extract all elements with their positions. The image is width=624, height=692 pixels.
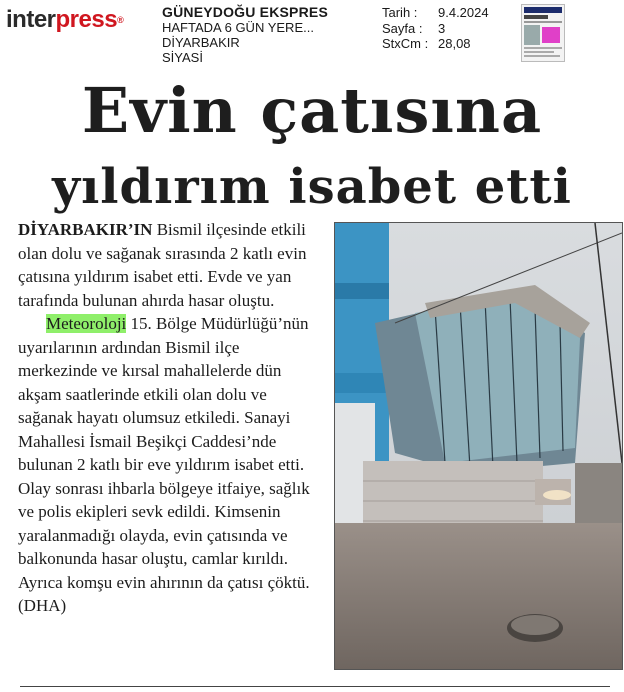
clipping-source-info — [162, 5, 328, 65]
date-value: 9.4.2024 — [438, 5, 489, 20]
headline-line-1: Evin çatısına — [81, 74, 543, 147]
date-label: Tarih : — [382, 5, 418, 20]
page-thumbnail[interactable] — [521, 4, 565, 62]
stxcm-value: 28,08 — [438, 36, 471, 51]
logo-registered-mark: ® — [117, 15, 124, 25]
page-value: 3 — [438, 20, 446, 36]
article-paragraph-2-text: 15. Bölge Müdürlüğü’nün uyarılarının ardından Bismil ilçe merkezinde ve kırsal mahallelerde dün akşam saatlerinde etkili olan dolu ve sağanak hayatı olumsuz etkiledi. Sanayi Mahallesi İsmail Beşikçi Caddesi’nde bulunan 2 katlı bir eve yıldırım isabet etti. Olay sonrası ihbarla bölgeye itfaiye, sağlık ve polis ekipleri sevk edildi. Kimsenin yaralanmadığı olayda, evin çatısında ve balkonunda hasar oluştu, camlar kırıldı. Ayrıca komşu evin ahırının da çatısı çöktü. (DHA) — [18, 314, 310, 615]
logo-text-inter: inter — [6, 6, 56, 33]
page-label: Sayfa : — [382, 20, 423, 36]
publication-frequency: HAFTADA 6 GÜN YERE... — [162, 20, 314, 35]
article-body — [18, 218, 318, 618]
publication-city: DİYARBAKIR — [162, 35, 240, 50]
publication-name: GÜNEYDOĞU EKSPRES — [162, 4, 328, 20]
news-photo — [334, 222, 623, 670]
article-paragraph-2 — [18, 312, 318, 618]
article-paragraph-1-text: Bismil ilçesinde etkili olan dolu ve sağanak sırasında 2 katlı evin çatısına yıldırım isabet etti. Evde ve yan tarafında bulunan ahırda hasar oluştu. — [18, 220, 307, 310]
page-row — [382, 21, 489, 37]
article-paragraph-1 — [18, 218, 318, 312]
article-lead-city: DİYARBAKIR’IN — [18, 220, 153, 239]
stxcm-label: StxCm : — [382, 36, 429, 51]
interpress-logo — [6, 6, 123, 34]
logo-text-press: press — [55, 6, 118, 33]
stxcm-row — [382, 36, 489, 52]
bottom-divider — [20, 686, 610, 687]
publication-category: SİYASİ — [162, 50, 203, 65]
headline-line-2: yıldırım isabet etti — [52, 159, 572, 215]
clipping-details — [382, 5, 489, 52]
highlighted-keyword: Meteoroloji — [46, 314, 127, 333]
date-row — [382, 5, 489, 21]
